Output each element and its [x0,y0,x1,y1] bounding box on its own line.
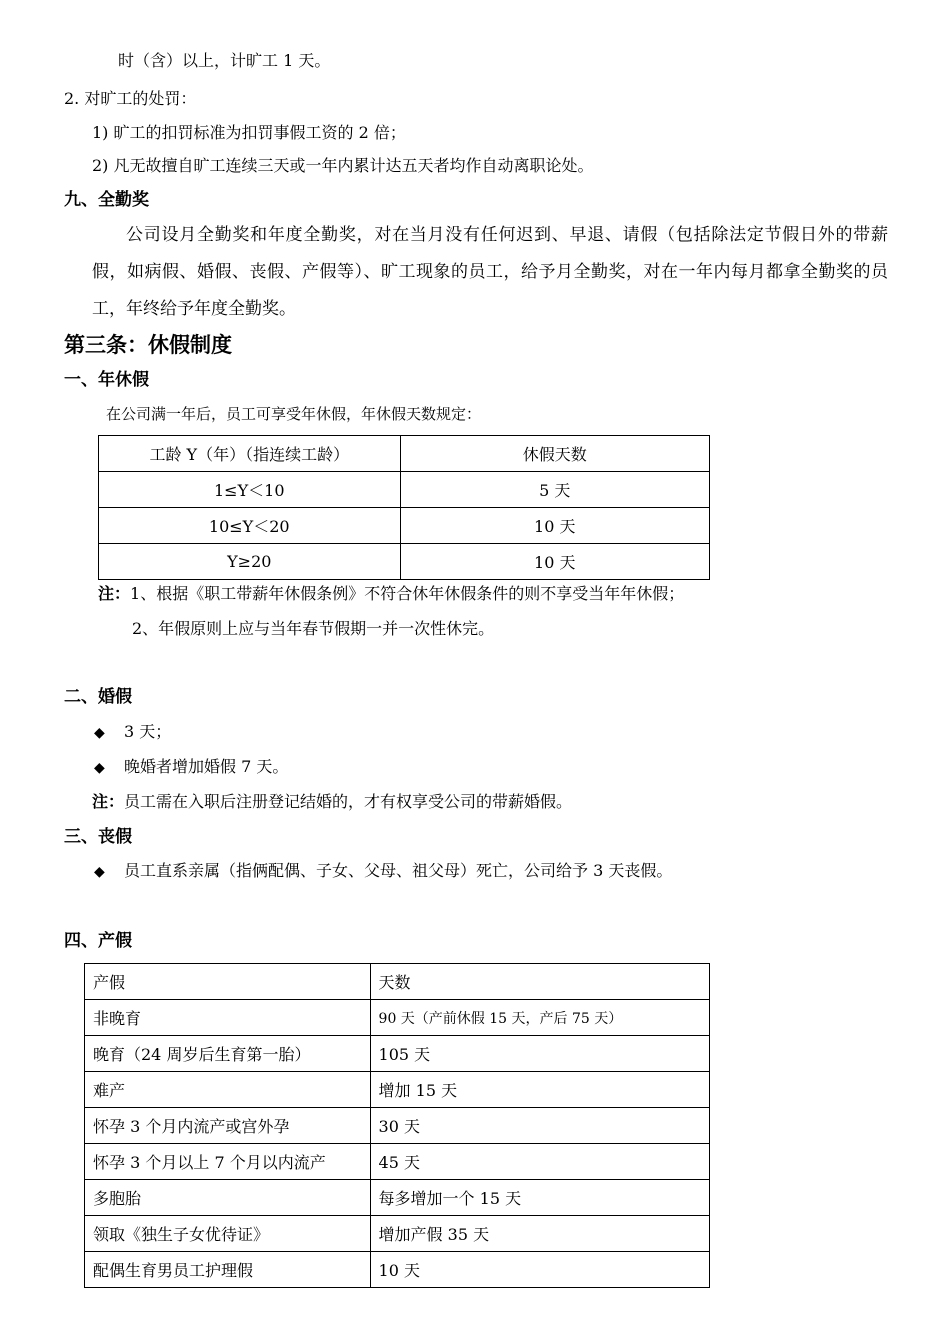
table-cell: 怀孕 3 个月以上 7 个月以内流产 [85,1144,371,1180]
table-cell: 怀孕 3 个月内流产或宫外孕 [85,1108,371,1144]
table-cell: 30 天 [370,1108,709,1144]
table-cell: 10 天 [400,544,709,580]
table-row [85,1252,710,1288]
note-text: 1、根据《职工带薪年休假条例》不符合休年休假条件的则不享受当年年休假； [130,584,685,603]
table-header-cell: 休假天数 [400,436,709,472]
diamond-bullet-icon: ◆ [94,725,105,741]
table-row [85,1180,710,1216]
table-header-row [85,964,710,1000]
table-cell: 非晚育 [85,1000,371,1036]
table-cell: 难产 [85,1072,371,1108]
list-item [94,756,288,779]
table-cell: 5 天 [400,472,709,508]
note-label: 注： [92,792,125,811]
section-heading: 九、全勤奖 [64,190,149,210]
table-row [85,1036,710,1072]
table-cell [370,1000,709,1036]
table-cell: 45 天 [370,1144,709,1180]
section-heading: 一、年休假 [64,370,149,390]
table-row [85,1072,710,1108]
diamond-bullet-icon: ◆ [94,760,105,776]
note [98,583,684,605]
table-cell: 10≤Y＜20 [99,508,401,544]
list-item: 1) 旷工的扣罚标准为扣罚事假工资的 2 倍； [92,123,406,142]
list-item-text: 员工直系亲属（指俩配偶、子女、父母、祖父母）死亡，公司给予 3 天丧假。 [124,861,673,880]
section-heading: 四、产假 [64,931,132,951]
table-row [99,472,710,508]
table-cell: 多胞胎 [85,1180,371,1216]
table-cell: 配偶生育男员工护理假 [85,1252,371,1288]
table-cell: 10 天 [370,1252,709,1288]
table-header-cell: 工龄 Y（年）（指连续工龄） [99,436,401,472]
note-label: 注： [98,584,131,603]
text-line: 时（含）以上，计旷工 1 天。 [118,51,331,70]
list-item-text: 晚婚者增加婚假 7 天。 [124,757,289,776]
table-cell: 10 天 [400,508,709,544]
list-item: 2. 对旷工的处罚： [64,89,197,108]
table-cell: Y≥20 [99,544,401,580]
table-header-cell: 产假 [85,964,371,1000]
list-item [94,721,171,744]
table-row [99,544,710,580]
table-cell: 105 天 [370,1036,709,1072]
note: 2、年假原则上应与当年春节假期一并一次性休完。 [132,619,495,638]
table-cell: 增加产假 35 天 [370,1216,709,1252]
table-cell: 每多增加一个 15 天 [370,1180,709,1216]
section-heading: 二、婚假 [64,687,132,707]
article-title: 第三条：休假制度 [64,333,232,357]
section-heading: 三、丧假 [64,827,132,847]
note-text: 员工需在入职后注册登记结婚的，才有权享受公司的带薪婚假。 [124,792,573,811]
table-header-row [99,436,710,472]
table-row [85,1000,710,1036]
table-cell: 晚育（24 周岁后生育第一胎） [85,1036,371,1072]
table-cell-text: 90 天（产前休假 15 天，产后 75 天） [378,1010,623,1027]
list-item-text: 3 天； [124,722,172,741]
paragraph: 公司设月全勤奖和年度全勤奖，对在当月没有任何迟到、早退、请假（包括除法定节假日外的带薪假，如病假、婚假、丧假、产假等）、旷工现象的员工，给予月全勤奖，对在一年内每月都拿全勤奖的员工，年终给予年度全勤奖。 [92,225,888,319]
note [92,791,572,813]
table-cell: 领取《独生子女优待证》 [85,1216,371,1252]
table-row [85,1108,710,1144]
list-item: 2) 凡无故擅自旷工连续三天或一年内累计达五天者均作自动离职论处。 [92,156,594,175]
table-row [85,1144,710,1180]
table-cell: 增加 15 天 [370,1072,709,1108]
list-item [94,860,672,883]
intro-text: 在公司满一年后，员工可享受年休假，年休假天数规定： [106,405,482,423]
table-row [99,508,710,544]
table-row [85,1216,710,1252]
diamond-bullet-icon: ◆ [94,864,105,880]
table-header-cell: 天数 [370,964,709,1000]
maternity-leave-table [84,963,710,1288]
table-cell: 1≤Y＜10 [99,472,401,508]
annual-leave-table [98,435,710,580]
